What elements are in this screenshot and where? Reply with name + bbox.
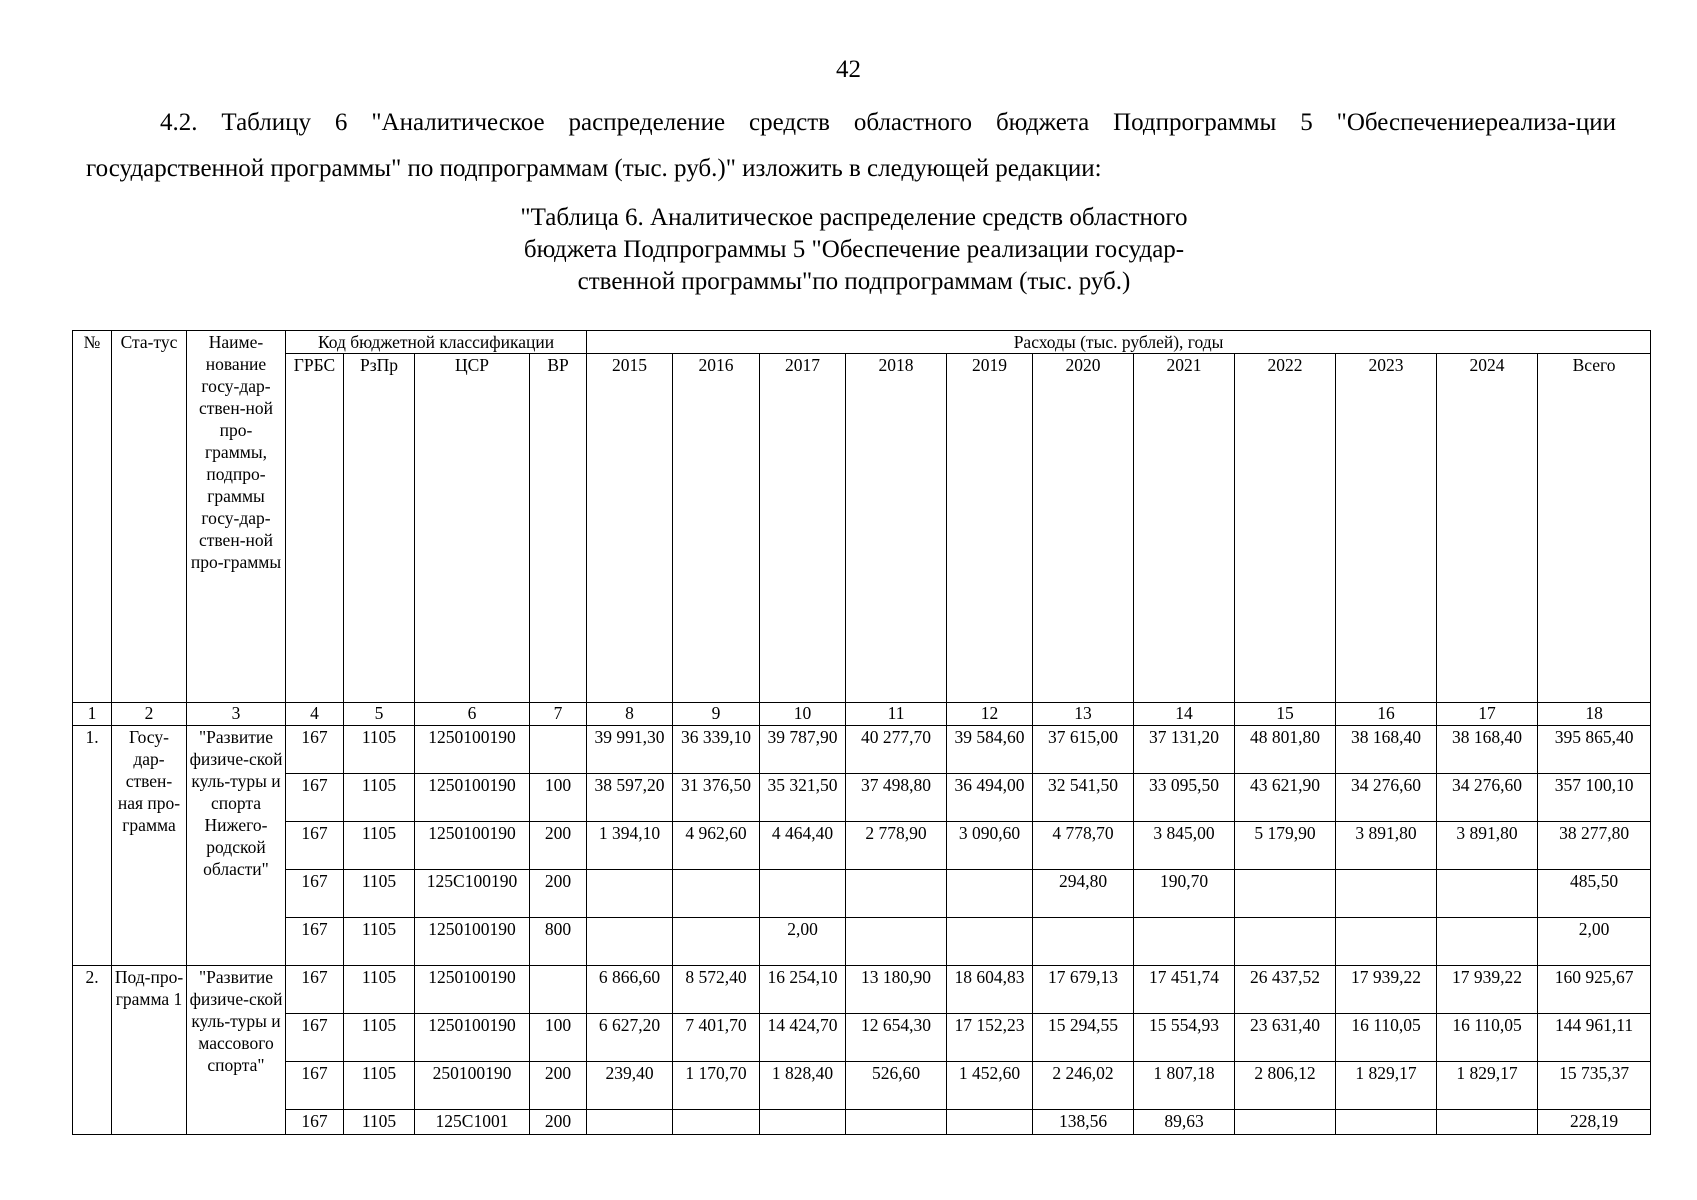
cell-year-value: 3 845,00 [1134,822,1235,870]
cell-year-value: 89,63 [1134,1110,1235,1135]
cell-total: 357 100,10 [1538,774,1651,822]
column-number: 15 [1235,703,1336,726]
cell-vr: 800 [530,918,587,966]
column-number: 17 [1437,703,1538,726]
cell-year-value: 38 597,20 [587,774,673,822]
header-rzpr: РзПр [344,354,415,703]
column-number: 6 [415,703,530,726]
header-year: 2017 [760,354,846,703]
cell-year-value: 2 778,90 [846,822,947,870]
cell-vr [530,726,587,774]
cell-vr: 200 [530,822,587,870]
cell-year-value: 3 090,60 [947,822,1033,870]
cell-csr: 250100190 [415,1062,530,1110]
caption-line-1: "Таблица 6. Аналитическое распределение средств областного [520,204,1188,231]
cell-year-value: 40 277,70 [846,726,947,774]
cell-year-value: 17 939,22 [1336,966,1437,1014]
column-number: 16 [1336,703,1437,726]
table-row [73,918,1651,966]
row-status: Госу-дар-ствен-ная про-грамма [112,726,187,966]
cell-year-value: 36 339,10 [673,726,760,774]
cell-grbs: 167 [286,726,344,774]
table-row [73,966,1651,1014]
cell-year-value [1033,918,1134,966]
header-year: 2023 [1336,354,1437,703]
row-status: Под-про-грамма 1 [112,966,187,1135]
cell-vr [530,966,587,1014]
cell-grbs: 167 [286,774,344,822]
row-name: "Развитие физиче-ской куль-туры и массового спорта" [187,966,286,1135]
cell-year-value: 1 452,60 [947,1062,1033,1110]
cell-rzpr: 1105 [344,1014,415,1062]
cell-year-value [1134,918,1235,966]
cell-year-value: 1 170,70 [673,1062,760,1110]
cell-year-value [1235,1110,1336,1135]
cell-year-value: 2 806,12 [1235,1062,1336,1110]
column-number: 12 [947,703,1033,726]
column-number: 9 [673,703,760,726]
cell-grbs: 167 [286,966,344,1014]
cell-year-value [1437,918,1538,966]
cell-csr: 125С1001 [415,1110,530,1135]
table-row [73,1110,1651,1135]
header-year: 2016 [673,354,760,703]
column-number: 10 [760,703,846,726]
cell-year-value [1235,870,1336,918]
cell-year-value [1235,918,1336,966]
cell-year-value [1336,870,1437,918]
cell-year-value [1336,1110,1437,1135]
cell-rzpr: 1105 [344,870,415,918]
cell-year-value: 1 828,40 [760,1062,846,1110]
cell-rzpr: 1105 [344,726,415,774]
cell-year-value: 34 276,60 [1336,774,1437,822]
row-number: 2. [73,966,112,1135]
cell-year-value: 2,00 [760,918,846,966]
cell-year-value: 26 437,52 [1235,966,1336,1014]
cell-year-value: 190,70 [1134,870,1235,918]
cell-csr: 1250100190 [415,918,530,966]
cell-year-value [673,870,760,918]
header-year: 2019 [947,354,1033,703]
header-grbs: ГРБС [286,354,344,703]
cell-grbs: 167 [286,918,344,966]
column-number: 13 [1033,703,1134,726]
header-status: Ста-тус [112,331,187,703]
cell-year-value: 16 254,10 [760,966,846,1014]
cell-year-value [673,1110,760,1135]
cell-year-value: 1 829,17 [1437,1062,1538,1110]
column-number: 8 [587,703,673,726]
table-row [73,870,1651,918]
cell-csr: 125С100190 [415,870,530,918]
cell-year-value: 39 584,60 [947,726,1033,774]
cell-year-value: 39 787,90 [760,726,846,774]
cell-year-value [846,918,947,966]
cell-year-value: 37 615,00 [1033,726,1134,774]
cell-year-value: 31 376,50 [673,774,760,822]
header-expenses-group: Расходы (тыс. рублей), годы [587,331,1651,354]
cell-year-value: 3 891,80 [1437,822,1538,870]
cell-rzpr: 1105 [344,1110,415,1135]
column-number: 1 [73,703,112,726]
cell-rzpr: 1105 [344,1062,415,1110]
column-number: 3 [187,703,286,726]
cell-vr: 100 [530,1014,587,1062]
column-number: 5 [344,703,415,726]
header-year: 2015 [587,354,673,703]
cell-year-value: 35 321,50 [760,774,846,822]
cell-year-value: 17 451,74 [1134,966,1235,1014]
header-year: 2020 [1033,354,1134,703]
cell-year-value: 8 572,40 [673,966,760,1014]
cell-csr: 1250100190 [415,726,530,774]
caption-line-3: ственной программы"по подпрограммам (тыс. руб.) [577,268,1131,295]
cell-year-value: 15 554,93 [1134,1014,1235,1062]
cell-grbs: 167 [286,1062,344,1110]
cell-csr: 1250100190 [415,822,530,870]
cell-year-value [1437,870,1538,918]
page-number: 42 [836,56,861,83]
cell-year-value [760,870,846,918]
cell-year-value [587,870,673,918]
row-name: "Развитие физиче-ской куль-туры и спорта Нижего-родской области" [187,726,286,966]
cell-vr: 100 [530,774,587,822]
table-caption [400,202,1308,298]
cell-year-value: 6 866,60 [587,966,673,1014]
cell-year-value [947,1110,1033,1135]
cell-csr: 1250100190 [415,1014,530,1062]
cell-year-value [947,870,1033,918]
cell-year-value [1336,918,1437,966]
cell-rzpr: 1105 [344,774,415,822]
row-number: 1. [73,726,112,966]
table-row [73,726,1651,774]
cell-grbs: 167 [286,1110,344,1135]
cell-total: 485,50 [1538,870,1651,918]
cell-year-value [947,918,1033,966]
cell-grbs: 167 [286,1014,344,1062]
cell-year-value: 37 131,20 [1134,726,1235,774]
cell-year-value [760,1110,846,1135]
cell-year-value [587,1110,673,1135]
cell-year-value: 16 110,05 [1437,1014,1538,1062]
header-year: Всего [1538,354,1651,703]
cell-year-value: 1 807,18 [1134,1062,1235,1110]
intro-paragraph [86,100,1616,192]
header-no: № [73,331,112,703]
header-year: 2021 [1134,354,1235,703]
cell-year-value: 16 110,05 [1336,1014,1437,1062]
cell-total: 38 277,80 [1538,822,1651,870]
cell-total: 160 925,67 [1538,966,1651,1014]
cell-year-value: 2 246,02 [1033,1062,1134,1110]
cell-year-value: 3 891,80 [1336,822,1437,870]
cell-year-value: 34 276,60 [1437,774,1538,822]
cell-year-value: 14 424,70 [760,1014,846,1062]
header-csr: ЦСР [415,354,530,703]
cell-year-value: 5 179,90 [1235,822,1336,870]
cell-year-value: 39 991,30 [587,726,673,774]
cell-year-value: 6 627,20 [587,1014,673,1062]
cell-rzpr: 1105 [344,966,415,1014]
column-number: 11 [846,703,947,726]
cell-year-value: 13 180,90 [846,966,947,1014]
table-row [73,1062,1651,1110]
cell-year-value: 239,40 [587,1062,673,1110]
cell-year-value: 4 464,40 [760,822,846,870]
cell-year-value: 1 829,17 [1336,1062,1437,1110]
cell-grbs: 167 [286,870,344,918]
cell-year-value: 294,80 [1033,870,1134,918]
cell-total: 395 865,40 [1538,726,1651,774]
cell-vr: 200 [530,870,587,918]
cell-year-value: 37 498,80 [846,774,947,822]
cell-year-value: 7 401,70 [673,1014,760,1062]
cell-year-value: 17 152,23 [947,1014,1033,1062]
cell-total: 15 735,37 [1538,1062,1651,1110]
column-number: 14 [1134,703,1235,726]
header-code-group: Код бюджетной классификации [286,331,587,354]
intro-text: 4.2. Таблицу 6 "Аналитическое распределение средств областного бюджета Подпрограммы 5 "Обеспечениереализа-ции государственной программы" по подпрограммам (тыс. руб.)" изложить в следующей редакции: [86,109,1616,182]
cell-csr: 1250100190 [415,774,530,822]
cell-year-value [846,1110,947,1135]
cell-year-value [846,870,947,918]
cell-year-value: 38 168,40 [1437,726,1538,774]
header-vr: ВР [530,354,587,703]
column-number: 2 [112,703,187,726]
cell-year-value [587,918,673,966]
cell-year-value: 12 654,30 [846,1014,947,1062]
column-number: 18 [1538,703,1651,726]
cell-year-value: 32 541,50 [1033,774,1134,822]
table-row [73,774,1651,822]
cell-rzpr: 1105 [344,822,415,870]
cell-year-value: 4 962,60 [673,822,760,870]
cell-year-value: 18 604,83 [947,966,1033,1014]
header-year: 2024 [1437,354,1538,703]
cell-year-value: 36 494,00 [947,774,1033,822]
cell-year-value: 15 294,55 [1033,1014,1134,1062]
cell-year-value: 48 801,80 [1235,726,1336,774]
cell-total: 228,19 [1538,1110,1651,1135]
cell-grbs: 167 [286,822,344,870]
cell-year-value: 43 621,90 [1235,774,1336,822]
cell-rzpr: 1105 [344,918,415,966]
cell-total: 144 961,11 [1538,1014,1651,1062]
cell-total: 2,00 [1538,918,1651,966]
cell-year-value: 138,56 [1033,1110,1134,1135]
cell-year-value: 33 095,50 [1134,774,1235,822]
cell-year-value: 4 778,70 [1033,822,1134,870]
table-row [73,1014,1651,1062]
budget-table [72,330,1651,1135]
header-name: Наиме-нование госу-дар-ствен-ной про-граммы, подпро-граммы госу-дар-ствен-ной про-граммы [187,331,286,703]
header-year: 2022 [1235,354,1336,703]
column-number: 4 [286,703,344,726]
header-year: 2018 [846,354,947,703]
cell-vr: 200 [530,1062,587,1110]
cell-year-value: 17 939,22 [1437,966,1538,1014]
cell-year-value [673,918,760,966]
cell-csr: 1250100190 [415,966,530,1014]
cell-year-value: 526,60 [846,1062,947,1110]
column-number: 7 [530,703,587,726]
cell-year-value: 23 631,40 [1235,1014,1336,1062]
table-row [73,822,1651,870]
cell-year-value [1437,1110,1538,1135]
cell-year-value: 17 679,13 [1033,966,1134,1014]
cell-vr: 200 [530,1110,587,1135]
cell-year-value: 1 394,10 [587,822,673,870]
caption-line-2: бюджета Подпрограммы 5 "Обеспечение реализации государ- [523,236,1185,263]
cell-year-value: 38 168,40 [1336,726,1437,774]
